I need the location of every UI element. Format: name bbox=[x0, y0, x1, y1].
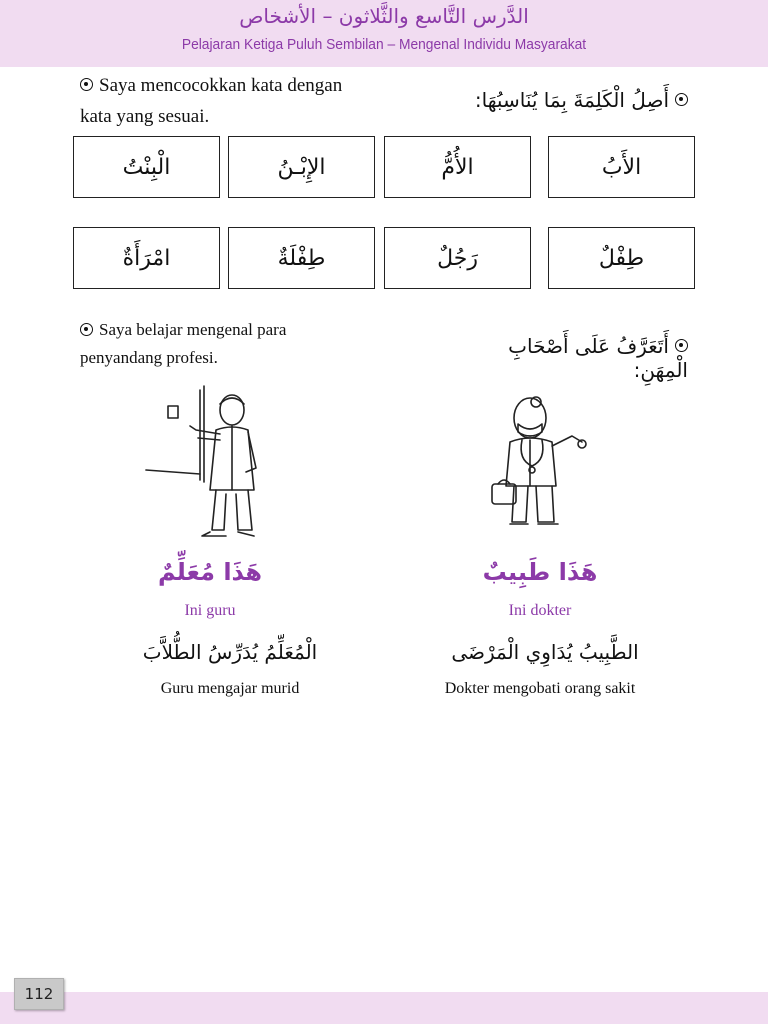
doctor-caption-latin: Ini dokter bbox=[508, 602, 572, 619]
bullet-icon bbox=[675, 339, 688, 352]
section2-instruction-arabic bbox=[448, 334, 688, 382]
section1-instruction-arabic bbox=[428, 88, 688, 112]
doctor-caption-arabic: هَذَا طَبِيبٌ bbox=[482, 558, 598, 586]
instruction-line1: Saya mencocokkan kata dengan bbox=[99, 75, 343, 96]
instruction-arabic-text: أَتَعَرَّفُ عَلَى أَصْحَابِ الْمِهَنِ: bbox=[508, 334, 688, 382]
page-header bbox=[0, 0, 768, 67]
bullet-icon bbox=[80, 78, 93, 91]
bullet-icon bbox=[675, 93, 688, 106]
doctor-sentence-latin: Dokter mengobati orang sakit bbox=[444, 680, 636, 697]
teacher-sentence-arabic: الْمُعَلِّمُ يُدَرِّسُ الطُّلاَّبَ bbox=[142, 640, 318, 664]
word-box[interactable]: الأُمُّ bbox=[384, 136, 531, 198]
word-box[interactable]: رَجُلٌ bbox=[384, 227, 531, 289]
page-number: 112 bbox=[14, 978, 64, 1010]
lesson-title-arabic: الدَّرس التَّاسع والثَّلاثون – الأشخاص bbox=[239, 4, 529, 28]
section1-instruction-latin bbox=[80, 70, 440, 132]
footer-band bbox=[0, 992, 768, 1024]
lesson-title-latin: Pelajaran Ketiga Puluh Sembilan – Mengenal Individu Masyarakat bbox=[181, 36, 587, 53]
word-box[interactable]: الإِبْـنُ bbox=[228, 136, 375, 198]
doctor-illustration bbox=[488, 390, 598, 535]
teacher-sentence-latin: Guru mengajar murid bbox=[160, 680, 300, 697]
instruction-line2: penyandang profesi. bbox=[80, 348, 218, 367]
instruction-arabic-text: أَصِلُ الْكَلِمَةَ بِمَا يُنَاسِبُهَا: bbox=[474, 88, 669, 112]
teacher-caption-latin: Ini guru bbox=[184, 602, 236, 619]
word-box[interactable]: طِفْلَةٌ bbox=[228, 227, 375, 289]
teacher-illustration bbox=[140, 382, 270, 542]
instruction-line2: kata yang sesuai. bbox=[80, 106, 210, 127]
bullet-icon bbox=[80, 323, 93, 336]
word-box[interactable]: الأَبُ bbox=[548, 136, 695, 198]
word-box[interactable]: امْرَأَةٌ bbox=[73, 227, 220, 289]
section2-instruction-latin bbox=[80, 316, 410, 372]
word-box[interactable]: طِفْلٌ bbox=[548, 227, 695, 289]
teacher-caption-arabic: هَذَا مُعَلِّمٌ bbox=[157, 558, 263, 586]
instruction-line1: Saya belajar mengenal para bbox=[99, 320, 287, 339]
word-box[interactable]: الْبِنْتُ bbox=[73, 136, 220, 198]
doctor-sentence-arabic: الطَّبِيبُ يُدَاوِي الْمَرْضَى bbox=[451, 640, 639, 664]
